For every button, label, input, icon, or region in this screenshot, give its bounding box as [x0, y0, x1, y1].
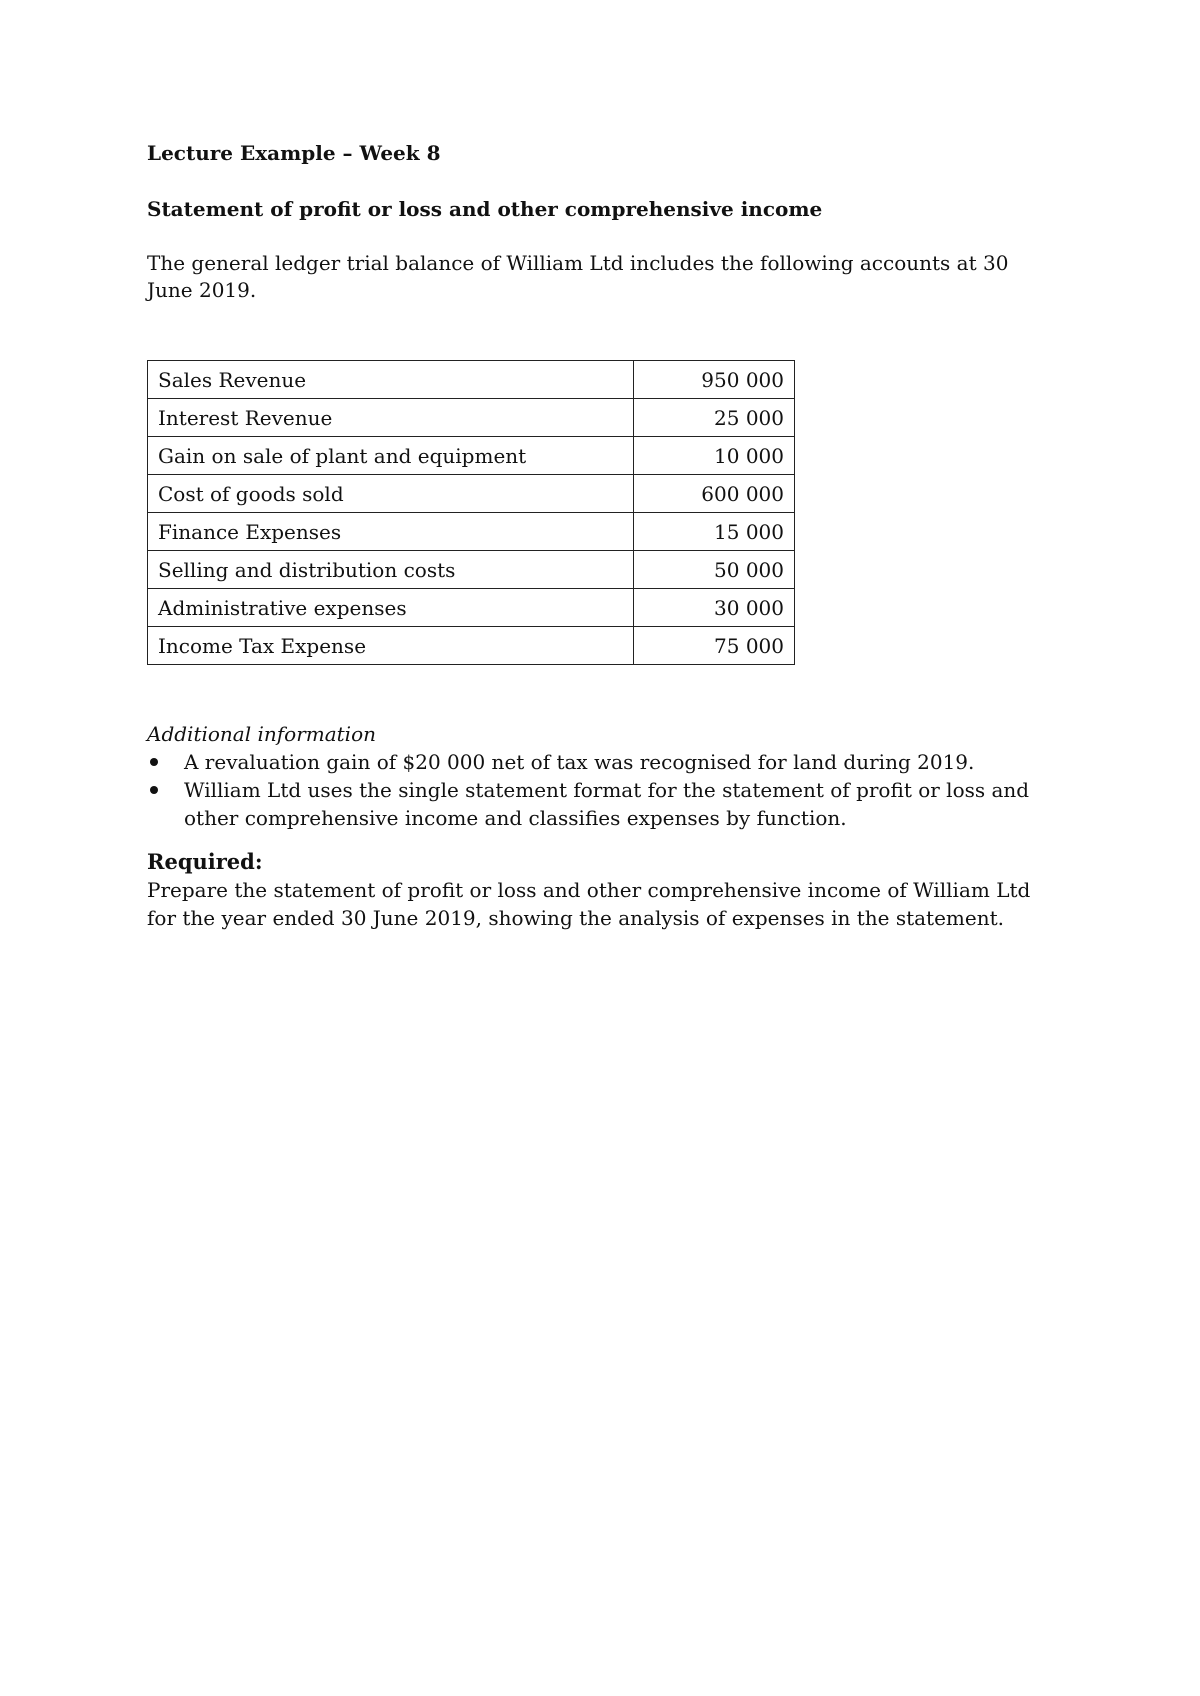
list-item	[147, 776, 1064, 832]
trial-balance-table	[147, 360, 795, 665]
account-name: Finance Expenses	[148, 513, 634, 551]
table-row	[148, 361, 795, 399]
account-amount: 75 000	[634, 627, 795, 665]
table-row	[148, 437, 795, 475]
account-amount: 50 000	[634, 551, 795, 589]
account-amount: 10 000	[634, 437, 795, 475]
bullet-text: William Ltd uses the single statement format for the statement of profit or loss and other comprehensive income and classifies expenses by function.	[184, 778, 1030, 830]
list-item	[147, 748, 1064, 776]
account-name: Gain on sale of plant and equipment	[148, 437, 634, 475]
bullet-icon	[150, 758, 158, 766]
required-heading: Required:	[147, 849, 263, 874]
document-title: Lecture Example – Week 8	[147, 141, 441, 165]
document-subtitle: Statement of profit or loss and other comprehensive income	[147, 197, 823, 221]
account-amount: 15 000	[634, 513, 795, 551]
document-page	[147, 140, 1067, 932]
table-row	[148, 551, 795, 589]
additional-info-heading: Additional information	[147, 722, 377, 746]
table-row	[148, 399, 795, 437]
required-text: Prepare the statement of profit or loss and other comprehensive income of William Ltd for the year ended 30 June 2019, showing the analysis of expenses in the statement.	[147, 878, 1031, 930]
account-amount: 30 000	[634, 589, 795, 627]
account-name: Interest Revenue	[148, 399, 634, 437]
account-name: Administrative expenses	[148, 589, 634, 627]
bullet-text: A revaluation gain of $20 000 net of tax was recognised for land during 2019.	[184, 750, 975, 774]
additional-info-list	[147, 748, 1067, 832]
account-name: Income Tax Expense	[148, 627, 634, 665]
account-amount: 25 000	[634, 399, 795, 437]
table-row	[148, 513, 795, 551]
account-amount: 600 000	[634, 475, 795, 513]
table-row	[148, 475, 795, 513]
account-name: Selling and distribution costs	[148, 551, 634, 589]
account-amount: 950 000	[634, 361, 795, 399]
intro-paragraph: The general ledger trial balance of William Ltd includes the following accounts at 30 June 2019.	[147, 251, 1009, 302]
account-name: Cost of goods sold	[148, 475, 634, 513]
bullet-icon	[150, 786, 158, 794]
table-row	[148, 589, 795, 627]
account-name: Sales Revenue	[148, 361, 634, 399]
table-row	[148, 627, 795, 665]
